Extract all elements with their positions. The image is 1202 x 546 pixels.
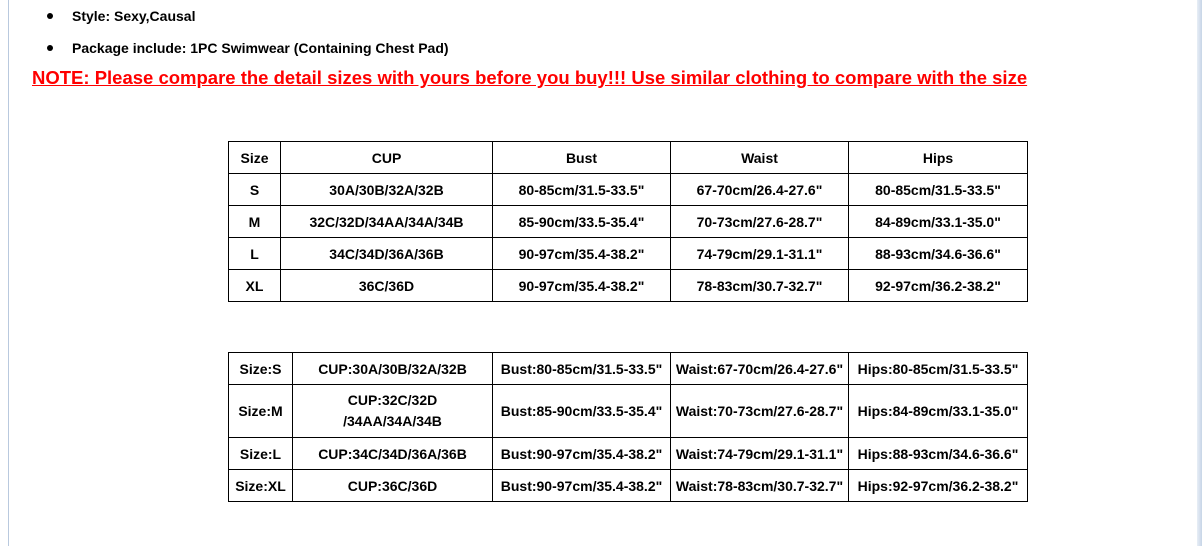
style-text: Style: Sexy,Causal: [72, 8, 196, 24]
cell-hips: Hips:92-97cm/36.2-38.2": [849, 470, 1028, 502]
header-cup: CUP: [281, 142, 493, 174]
product-details-list: [46, 4, 449, 68]
cell-cup: CUP:30A/30B/32A/32B: [293, 353, 493, 385]
cell-size: Size:S: [229, 353, 293, 385]
cell-cup: 30A/30B/32A/32B: [281, 174, 493, 206]
list-item-style: [46, 4, 449, 36]
list-item-package: [46, 36, 449, 68]
cell-size: Size:XL: [229, 470, 293, 502]
table-row: [229, 174, 1028, 206]
cell-bust: Bust:90-97cm/35.4-38.2": [493, 438, 671, 470]
table-row: [229, 353, 1028, 385]
cell-hips: 84-89cm/33.1-35.0": [849, 206, 1028, 238]
cell-size: XL: [229, 270, 281, 302]
cell-size: Size:L: [229, 438, 293, 470]
cell-size: S: [229, 174, 281, 206]
cell-cup: 36C/36D: [281, 270, 493, 302]
cell-size: L: [229, 238, 281, 270]
cell-waist: Waist:70-73cm/27.6-28.7": [671, 385, 849, 438]
cell-bust: Bust:90-97cm/35.4-38.2": [493, 470, 671, 502]
cell-hips: Hips:84-89cm/33.1-35.0": [849, 385, 1028, 438]
cell-bust: Bust:85-90cm/33.5-35.4": [493, 385, 671, 438]
header-size: Size: [229, 142, 281, 174]
table-row: [229, 385, 1028, 438]
cell-waist: 78-83cm/30.7-32.7": [671, 270, 849, 302]
header-hips: Hips: [849, 142, 1028, 174]
table-row: [229, 206, 1028, 238]
size-chart-table: [228, 141, 1028, 302]
cell-bust: 85-90cm/33.5-35.4": [493, 206, 671, 238]
cell-bust: 90-97cm/35.4-38.2": [493, 238, 671, 270]
cell-cup: 32C/32D/34AA/34A/34B: [281, 206, 493, 238]
cell-bust: Bust:80-85cm/31.5-33.5": [493, 353, 671, 385]
table-row: [229, 438, 1028, 470]
cup-text: CUP:32C/32D /34AA/34A/34B: [343, 392, 442, 429]
size-chart-table-labeled: [228, 352, 1028, 502]
cell-bust: 80-85cm/31.5-33.5": [493, 174, 671, 206]
bullet-icon: [47, 45, 53, 51]
cell-size: Size:M: [229, 385, 293, 438]
left-border-line: [8, 0, 9, 546]
cell-size: M: [229, 206, 281, 238]
header-bust: Bust: [493, 142, 671, 174]
cell-cup: CUP:34C/34D/36A/36B: [293, 438, 493, 470]
cell-cup: 34C/34D/36A/36B: [281, 238, 493, 270]
cell-waist: Waist:74-79cm/29.1-31.1": [671, 438, 849, 470]
cell-cup: CUP:36C/36D: [293, 470, 493, 502]
cell-cup: [293, 385, 493, 438]
cell-hips: Hips:80-85cm/31.5-33.5": [849, 353, 1028, 385]
cell-waist: 70-73cm/27.6-28.7": [671, 206, 849, 238]
table-row: [229, 238, 1028, 270]
cell-waist: 74-79cm/29.1-31.1": [671, 238, 849, 270]
cell-waist: 67-70cm/26.4-27.6": [671, 174, 849, 206]
cell-hips: Hips:88-93cm/34.6-36.6": [849, 438, 1028, 470]
header-waist: Waist: [671, 142, 849, 174]
cell-waist: Waist:67-70cm/26.4-27.6": [671, 353, 849, 385]
bullet-icon: [47, 13, 53, 19]
package-text: Package include: 1PC Swimwear (Containing Chest Pad): [72, 40, 449, 56]
size-note: NOTE: Please compare the detail sizes with yours before you buy!!! Use similar clothing to compare with the size: [32, 67, 1028, 88]
table-header-row: [229, 142, 1028, 174]
cell-waist: Waist:78-83cm/30.7-32.7": [671, 470, 849, 502]
right-window-edge: [1197, 0, 1202, 546]
cell-hips: 80-85cm/31.5-33.5": [849, 174, 1028, 206]
table-row: [229, 470, 1028, 502]
cell-hips: 88-93cm/34.6-36.6": [849, 238, 1028, 270]
cell-hips: 92-97cm/36.2-38.2": [849, 270, 1028, 302]
cell-bust: 90-97cm/35.4-38.2": [493, 270, 671, 302]
table-row: [229, 270, 1028, 302]
